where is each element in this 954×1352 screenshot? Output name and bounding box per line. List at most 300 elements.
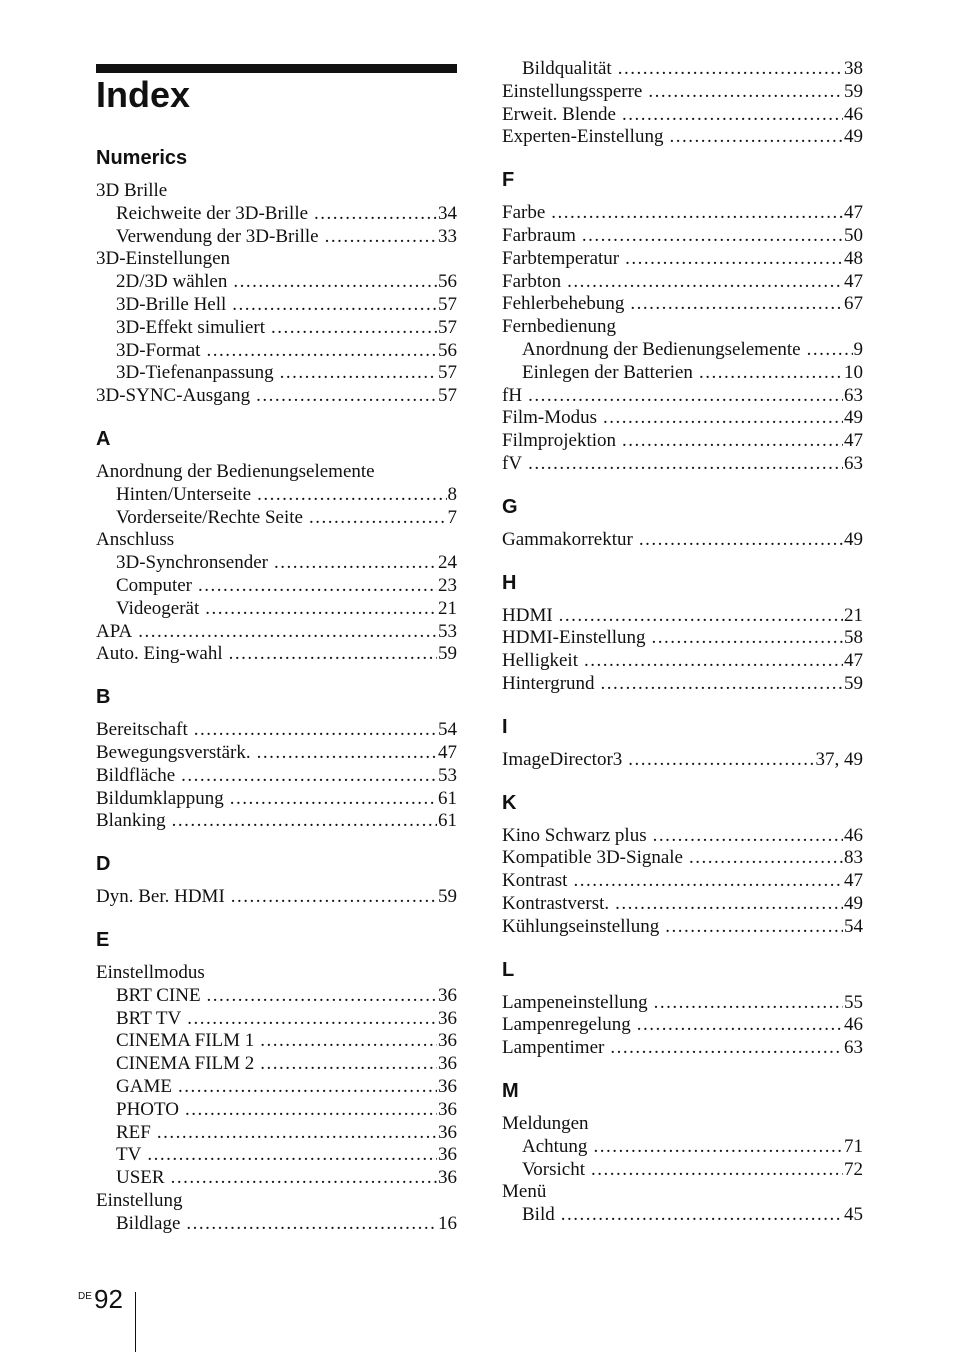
index-entry [502, 627, 863, 650]
entry-label: Filmprojektion [502, 430, 616, 452]
dot-leader [314, 203, 437, 226]
entry-label: Menü [502, 1181, 547, 1203]
dot-leader [618, 58, 843, 81]
index-subentry [502, 362, 863, 385]
entry-page: 10 [844, 361, 863, 383]
entry-label: Hinten/Unterseite [116, 483, 252, 505]
entry-label: 3D-Synchronsender [116, 552, 268, 574]
dot-leader [274, 552, 437, 575]
entry-page: 59 [844, 672, 863, 694]
page-title: Index [96, 74, 191, 115]
entry-page: 56 [438, 339, 457, 361]
entry-page: 37, 49 [815, 748, 863, 770]
section-heading: H [502, 571, 517, 594]
entry-page: 56 [438, 271, 457, 293]
dot-leader [622, 104, 843, 127]
entry-label: Auto. Eing-wahl [96, 643, 223, 665]
entry-page: 48 [844, 247, 863, 269]
index-entry [502, 202, 863, 225]
index-subentry [96, 1144, 457, 1167]
dot-leader [229, 643, 437, 666]
dot-leader [669, 126, 843, 149]
entry-label: fH [502, 384, 523, 406]
section-heading: L [502, 958, 515, 981]
entry-page: 7 [447, 506, 457, 528]
entry-label: Bildqualität [522, 58, 612, 79]
section-heading: K [502, 791, 517, 814]
entry-page: 53 [438, 764, 457, 786]
entry-label: REF [116, 1121, 151, 1143]
entry-page: 57 [438, 316, 457, 338]
index-subentry [96, 1008, 457, 1031]
entry-page: 36 [438, 1098, 457, 1120]
dot-leader [622, 430, 843, 453]
dot-leader [206, 340, 437, 363]
title-rule [96, 64, 457, 73]
entry-page: 47 [844, 430, 863, 452]
entry-page: 46 [844, 103, 863, 125]
entry-label: Farbe [502, 202, 546, 224]
dot-leader [648, 81, 843, 104]
entry-label: Anordnung der Bedienungselemente [522, 338, 801, 360]
entry-label: Fernbedienung [502, 316, 616, 338]
entry-page: 36 [438, 1007, 457, 1029]
entry-page: 83 [844, 847, 863, 869]
index-entry [502, 407, 863, 430]
entry-page: 46 [844, 824, 863, 846]
entry-label: Lampentimer [502, 1037, 605, 1059]
entry-label: Einlegen der Batterien [522, 361, 693, 383]
entry-page: 8 [447, 483, 457, 505]
dot-leader [185, 1099, 437, 1122]
index-subentry [96, 1099, 457, 1122]
entry-page: 49 [844, 407, 863, 429]
entry-label: Farbtemperatur [502, 247, 620, 269]
entry-label: CINEMA FILM 2 [116, 1053, 255, 1075]
dot-leader [654, 992, 843, 1015]
entry-label: Einstellungssperre [502, 80, 643, 102]
entry-label: Computer [116, 574, 192, 596]
index-section-continued [502, 58, 863, 149]
entry-page: 36 [438, 984, 457, 1006]
entry-page: 49 [844, 892, 863, 914]
index-subentry [502, 1136, 863, 1159]
entry-label: Film-Modus [502, 407, 598, 429]
dot-leader [181, 765, 437, 788]
entry-page: 57 [438, 293, 457, 315]
dot-leader [528, 453, 843, 476]
index-subentry [96, 985, 457, 1008]
dot-leader [615, 893, 843, 916]
entry-label: Bildumklappung [96, 787, 224, 809]
dot-leader [205, 598, 437, 621]
dot-leader [194, 719, 437, 742]
index-entry [502, 673, 863, 696]
entry-page: 16 [438, 1212, 457, 1234]
entry-label: Kühlungseinstellung [502, 915, 660, 937]
index-subentry [96, 362, 457, 385]
entry-label: 3D-Effekt simuliert [116, 316, 265, 338]
entry-page: 61 [438, 787, 457, 809]
entry-page: 63 [844, 452, 863, 474]
entry-page: 23 [438, 574, 457, 596]
entry-page: 59 [844, 80, 863, 102]
index-section-a [96, 427, 457, 666]
index-entry [502, 870, 863, 893]
entry-page: 53 [438, 620, 457, 642]
dot-leader [528, 385, 843, 408]
index-entry [502, 385, 863, 408]
index-entry [502, 1014, 863, 1037]
dot-leader [230, 788, 437, 811]
dot-leader [807, 339, 853, 362]
index-entry [96, 180, 457, 203]
dot-leader [256, 385, 437, 408]
index-section-b [96, 685, 457, 833]
dot-leader [584, 650, 843, 673]
index-entry [502, 104, 863, 127]
index-entry [502, 650, 863, 673]
dot-leader [559, 605, 843, 628]
index-entry [502, 529, 863, 552]
index-section-i [502, 715, 863, 772]
entry-label: APA [96, 620, 133, 642]
index-entry [502, 293, 863, 316]
entry-label: Anschluss [96, 529, 175, 551]
dot-leader [325, 226, 437, 249]
dot-leader [260, 1053, 437, 1076]
dot-leader [138, 621, 437, 644]
dot-leader [652, 627, 843, 650]
index-entry [502, 225, 863, 248]
entry-label: Lampeneinstellung [502, 991, 648, 1013]
entry-page: 47 [844, 870, 863, 892]
index-section-f [502, 168, 863, 476]
index-entry [502, 749, 863, 772]
entry-page: 36 [438, 1030, 457, 1052]
entry-page: 57 [438, 362, 457, 384]
entry-page: 57 [438, 385, 457, 407]
dot-leader [280, 362, 437, 385]
entry-label: Blanking [96, 810, 166, 832]
dot-leader [665, 916, 843, 939]
index-entry [96, 742, 457, 765]
dot-leader [309, 507, 447, 530]
index-entry [96, 719, 457, 742]
entry-label: TV [116, 1144, 142, 1166]
dot-leader [231, 886, 437, 909]
dot-leader [628, 749, 814, 772]
section-heading: A [96, 427, 111, 450]
entry-label: Kompatible 3D-Signale [502, 847, 683, 869]
entry-page: 36 [438, 1121, 457, 1143]
index-entry [96, 1190, 457, 1213]
entry-label: 3D Brille [96, 180, 168, 201]
entry-label: 3D-Einstellungen [96, 248, 231, 270]
entry-page: 67 [844, 293, 863, 315]
index-subentry [96, 271, 457, 294]
index-subentry [502, 58, 863, 81]
dot-leader [157, 1122, 437, 1145]
dot-leader [625, 248, 843, 271]
entry-page: 21 [844, 604, 863, 626]
entry-page: 54 [438, 719, 457, 741]
entry-label: Einstellung [96, 1189, 183, 1211]
section-heading: G [502, 495, 518, 518]
dot-leader [567, 271, 843, 294]
entry-label: Anordnung der Bedienungselemente [96, 460, 375, 482]
dot-leader [689, 847, 843, 870]
entry-page: 49 [844, 528, 863, 550]
entry-label: Kontrast [502, 870, 568, 892]
index-entry [96, 529, 457, 552]
entry-label: Reichweite der 3D-Brille [116, 202, 309, 224]
entry-label: Kontrastverst. [502, 892, 610, 914]
entry-page: 9 [853, 338, 863, 360]
index-subentry [96, 1076, 457, 1099]
index-subentry [96, 507, 457, 530]
index-entry [96, 461, 457, 484]
entry-page: 36 [438, 1167, 457, 1189]
index-entry [502, 916, 863, 939]
entry-page: 49 [844, 126, 863, 148]
index-entry [96, 248, 457, 271]
index-subentry [502, 1204, 863, 1227]
dot-leader [653, 825, 843, 848]
index-entry [502, 271, 863, 294]
entry-page: 46 [844, 1014, 863, 1036]
entry-page: 55 [844, 991, 863, 1013]
entry-page: 63 [844, 1037, 863, 1059]
dot-leader [637, 1014, 843, 1037]
index-section-k [502, 791, 863, 939]
index-subentry [96, 575, 457, 598]
entry-page: 47 [844, 650, 863, 672]
entry-label: Farbton [502, 270, 562, 292]
index-subentry [96, 203, 457, 226]
index-entry [502, 453, 863, 476]
index-section-h [502, 571, 863, 696]
index-entry [502, 81, 863, 104]
index-subentry [96, 552, 457, 575]
index-subentry [96, 1122, 457, 1145]
section-heading: E [96, 928, 110, 951]
index-column-left [96, 146, 457, 1254]
entry-page: 63 [844, 384, 863, 406]
entry-label: 3D-Brille Hell [116, 293, 227, 315]
entry-label: Bildlage [116, 1212, 181, 1234]
dot-leader [260, 1030, 437, 1053]
entry-label: PHOTO [116, 1098, 179, 1120]
entry-label: 2D/3D wählen [116, 271, 228, 293]
dot-leader [699, 362, 843, 385]
dot-leader [610, 1037, 843, 1060]
index-subentry [96, 598, 457, 621]
index-section-m [502, 1079, 863, 1227]
entry-page: 34 [438, 202, 457, 224]
index-entry [96, 643, 457, 666]
index-entry [96, 810, 457, 833]
section-heading: I [502, 715, 508, 738]
entry-page: 58 [844, 627, 863, 649]
entry-label: Lampenregelung [502, 1014, 631, 1036]
entry-page: 24 [438, 552, 457, 574]
entry-label: Bild [522, 1204, 555, 1226]
entry-label: Hintergrund [502, 672, 595, 694]
index-subentry [96, 1213, 457, 1236]
section-heading: B [96, 686, 111, 709]
entry-label: 3D-SYNC-Ausgang [96, 385, 251, 407]
dot-leader [630, 293, 843, 316]
dot-leader [207, 985, 437, 1008]
page-number: 92 [94, 1284, 123, 1314]
entry-label: 3D-Tiefenanpassung [116, 362, 274, 384]
entry-label: Kino Schwarz plus [502, 824, 647, 846]
index-section-g [502, 495, 863, 552]
dot-leader [198, 575, 437, 598]
dot-leader [551, 202, 843, 225]
section-heading: D [96, 853, 111, 876]
index-entry [96, 765, 457, 788]
index-entry [502, 825, 863, 848]
entry-page: 47 [844, 202, 863, 224]
entry-label: fV [502, 452, 523, 474]
index-subentry [96, 294, 457, 317]
index-subentry [502, 339, 863, 362]
entry-label: BRT TV [116, 1007, 182, 1029]
entry-label: Vorsicht [522, 1158, 585, 1180]
index-entry [96, 962, 457, 985]
dot-leader [178, 1076, 437, 1099]
dot-leader [593, 1136, 843, 1159]
entry-page: 59 [438, 886, 457, 908]
dot-leader [591, 1159, 843, 1182]
dot-leader [257, 484, 446, 507]
entry-label: Helligkeit [502, 650, 578, 672]
index-entry [502, 893, 863, 916]
section-heading: F [502, 169, 515, 192]
entry-label: ImageDirector3 [502, 748, 623, 770]
entry-label: BRT CINE [116, 984, 201, 1006]
section-heading: M [502, 1079, 519, 1102]
index-entry [502, 316, 863, 339]
index-entry [96, 886, 457, 909]
index-section-d [96, 852, 457, 909]
dot-leader [232, 294, 437, 317]
entry-page: 50 [844, 224, 863, 246]
index-subentry [96, 1167, 457, 1190]
entry-label: Bildfläche [96, 764, 176, 786]
entry-page: 61 [438, 810, 457, 832]
entry-label: HDMI [502, 604, 553, 626]
index-entry [502, 248, 863, 271]
index-subentry [96, 317, 457, 340]
entry-label: CINEMA FILM 1 [116, 1030, 255, 1052]
index-entry [96, 621, 457, 644]
language-code: DE [78, 1291, 92, 1302]
dot-leader [603, 407, 843, 430]
dot-leader [561, 1204, 843, 1227]
entry-label: Videogerät [116, 597, 200, 619]
dot-leader [172, 810, 437, 833]
entry-label: Verwendung der 3D-Brille [116, 225, 319, 247]
dot-leader [639, 529, 843, 552]
entry-page: 59 [438, 643, 457, 665]
index-entry [502, 126, 863, 149]
footer-rule [135, 1292, 136, 1352]
entry-page: 72 [844, 1158, 863, 1180]
entry-label: HDMI-Einstellung [502, 627, 646, 649]
index-entry [502, 1181, 863, 1204]
dot-leader [233, 271, 437, 294]
index-subentry [96, 226, 457, 249]
dot-leader [147, 1144, 437, 1167]
entry-label: 3D-Format [116, 339, 201, 361]
entry-label: Achtung [522, 1135, 588, 1157]
index-section-l [502, 958, 863, 1060]
index-subentry [502, 1159, 863, 1182]
entry-label: Experten-Einstellung [502, 126, 664, 148]
dot-leader [187, 1008, 437, 1031]
dot-leader [186, 1213, 437, 1236]
entry-page: 45 [844, 1204, 863, 1226]
index-subentry [96, 340, 457, 363]
index-subentry [96, 484, 457, 507]
entry-label: Farbraum [502, 224, 576, 246]
entry-label: Bewegungsverstärk. [96, 741, 251, 763]
index-entry [502, 992, 863, 1015]
index-entry [502, 605, 863, 628]
entry-page: 38 [844, 58, 863, 79]
entry-page: 21 [438, 597, 457, 619]
index-entry [96, 385, 457, 408]
index-section-e [96, 928, 457, 1236]
index-entry [502, 847, 863, 870]
entry-page: 71 [844, 1135, 863, 1157]
dot-leader [573, 870, 843, 893]
dot-leader [582, 225, 843, 248]
entry-label: Dyn. Ber. HDMI [96, 886, 225, 908]
entry-label: USER [116, 1167, 165, 1189]
entry-label: GAME [116, 1075, 172, 1097]
index-entry [502, 1037, 863, 1060]
entry-page: 36 [438, 1053, 457, 1075]
entry-page: 47 [844, 270, 863, 292]
index-column-right [502, 58, 863, 1246]
index-section-numerics [96, 146, 457, 408]
index-entry [96, 788, 457, 811]
entry-page: 54 [844, 915, 863, 937]
section-heading: Numerics [96, 147, 188, 169]
dot-leader [257, 742, 437, 765]
entry-label: Gammakorrektur [502, 528, 633, 550]
entry-page: 33 [438, 225, 457, 247]
entry-label: Bereitschaft [96, 719, 188, 741]
entry-label: Einstellmodus [96, 961, 205, 983]
entry-page: 36 [438, 1075, 457, 1097]
dot-leader [271, 317, 437, 340]
index-entry [502, 430, 863, 453]
index-subentry [96, 1030, 457, 1053]
entry-label: Vorderseite/Rechte Seite [116, 506, 303, 528]
entry-label: Meldungen [502, 1112, 589, 1134]
entry-page: 36 [438, 1144, 457, 1166]
index-entry [502, 1113, 863, 1136]
entry-page: 47 [438, 741, 457, 763]
entry-label: Erweit. Blende [502, 103, 616, 125]
dot-leader [601, 673, 843, 696]
index-subentry [96, 1053, 457, 1076]
